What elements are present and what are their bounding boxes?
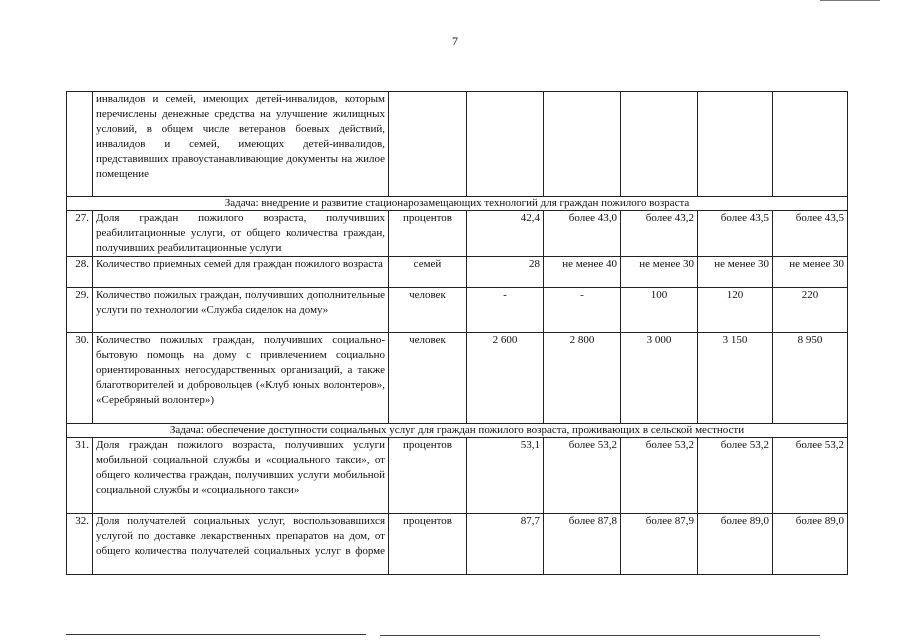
- empty-cell: [389, 92, 467, 197]
- row-description: Количество пожилых граждан, получивших социально-бытовую помощь на дому с привлечением социально ориентированных негосударственных организаций, а также благотворителей и добровольцев («Клуб юных волонтеров», «Серебряный волонтер»): [93, 333, 389, 424]
- empty-cell: [544, 92, 621, 197]
- row-value-1: -: [544, 288, 621, 333]
- row-description: Количество пожилых граждан, получивших дополнительные услуги по технологии «Служба сиделок на дому»: [93, 288, 389, 333]
- row-value-1: 2 800: [544, 333, 621, 424]
- empty-cell: [698, 92, 773, 197]
- row-value-3: 3 150: [698, 333, 773, 424]
- row-value-2: более 43,2: [621, 211, 698, 257]
- scan-bottom-line: [66, 634, 366, 635]
- row-value-4: 8 950: [773, 333, 848, 424]
- empty-cell: [621, 92, 698, 197]
- row-number: 32.: [67, 514, 93, 575]
- table-row-continuation: [67, 92, 848, 197]
- table-row: [67, 438, 848, 514]
- row-value-1: более 43,0: [544, 211, 621, 257]
- table-row: [67, 257, 848, 288]
- row-base-value: 2 600: [467, 333, 544, 424]
- row-base-value: 53,1: [467, 438, 544, 514]
- task-heading: Задача: обеспечение доступности социальных услуг для граждан пожилого возраста, проживающих в сельской местности: [67, 424, 848, 438]
- table-row: [67, 333, 848, 424]
- row-unit: человек: [389, 333, 467, 424]
- row-unit: семей: [389, 257, 467, 288]
- row-description: Количество приемных семей для граждан пожилого возраста: [93, 257, 389, 288]
- row-base-value: 42,4: [467, 211, 544, 257]
- row-number: 28.: [67, 257, 93, 288]
- task-row: [67, 424, 848, 438]
- row-value-1: более 87,8: [544, 514, 621, 575]
- row-value-4: не менее 30: [773, 257, 848, 288]
- row-unit: процентов: [389, 211, 467, 257]
- row-value-2: не менее 30: [621, 257, 698, 288]
- row-number: 31.: [67, 438, 93, 514]
- row-description: Доля граждан пожилого возраста, получивших реабилитационные услуги, от общего количества граждан, получивших реабилитационные услуги: [93, 211, 389, 257]
- table-row: [67, 514, 848, 575]
- row-value-1: не менее 40: [544, 257, 621, 288]
- row-value-3: более 43,5: [698, 211, 773, 257]
- row-number: 30.: [67, 333, 93, 424]
- row-base-value: -: [467, 288, 544, 333]
- page-number: 7: [452, 34, 458, 48]
- row-value-2: более 87,9: [621, 514, 698, 575]
- row-value-4: более 43,5: [773, 211, 848, 257]
- row-unit: человек: [389, 288, 467, 333]
- row-number: [67, 92, 93, 197]
- row-value-3: не менее 30: [698, 257, 773, 288]
- scan-bottom-line: [380, 635, 820, 636]
- row-value-4: более 53,2: [773, 438, 848, 514]
- row-unit: процентов: [389, 438, 467, 514]
- indicators-table: [66, 91, 848, 575]
- row-description: Доля получателей социальных услуг, воспользовавшихся услугой по доставке лекарственных препаратов на дом, от общего количества получателей социальных услуг в форме: [93, 514, 389, 575]
- task-row: [67, 197, 848, 211]
- scan-edge-mark: [820, 0, 880, 1]
- row-value-3: более 53,2: [698, 438, 773, 514]
- row-description: инвалидов и семей, имеющих детей-инвалидов, которым перечислены денежные средства на улучшение жилищных условий, в общем числе ветеранов боевых действий, инвалидов и семей, имеющих детей-инвалидов, представивших правоустанавливающие документы на жилое помещение: [93, 92, 389, 197]
- row-value-2: 100: [621, 288, 698, 333]
- row-value-1: более 53,2: [544, 438, 621, 514]
- row-number: 27.: [67, 211, 93, 257]
- table-row: [67, 288, 848, 333]
- empty-cell: [467, 92, 544, 197]
- row-value-3: 120: [698, 288, 773, 333]
- row-value-4: 220: [773, 288, 848, 333]
- row-value-3: более 89,0: [698, 514, 773, 575]
- row-number: 29.: [67, 288, 93, 333]
- row-value-2: 3 000: [621, 333, 698, 424]
- row-base-value: 87,7: [467, 514, 544, 575]
- row-base-value: 28: [467, 257, 544, 288]
- row-value-2: более 53,2: [621, 438, 698, 514]
- table-row: [67, 211, 848, 257]
- row-unit: процентов: [389, 514, 467, 575]
- empty-cell: [773, 92, 848, 197]
- row-description: Доля граждан пожилого возраста, получивших услуги мобильной социальной службы и «социального такси», от общего количества граждан, получивших услуги мобильной социальной службы и «социального такси»: [93, 438, 389, 514]
- row-value-4: более 89,0: [773, 514, 848, 575]
- task-heading: Задача: внедрение и развитие стационарозамещающих технологий для граждан пожилого возраста: [67, 197, 848, 211]
